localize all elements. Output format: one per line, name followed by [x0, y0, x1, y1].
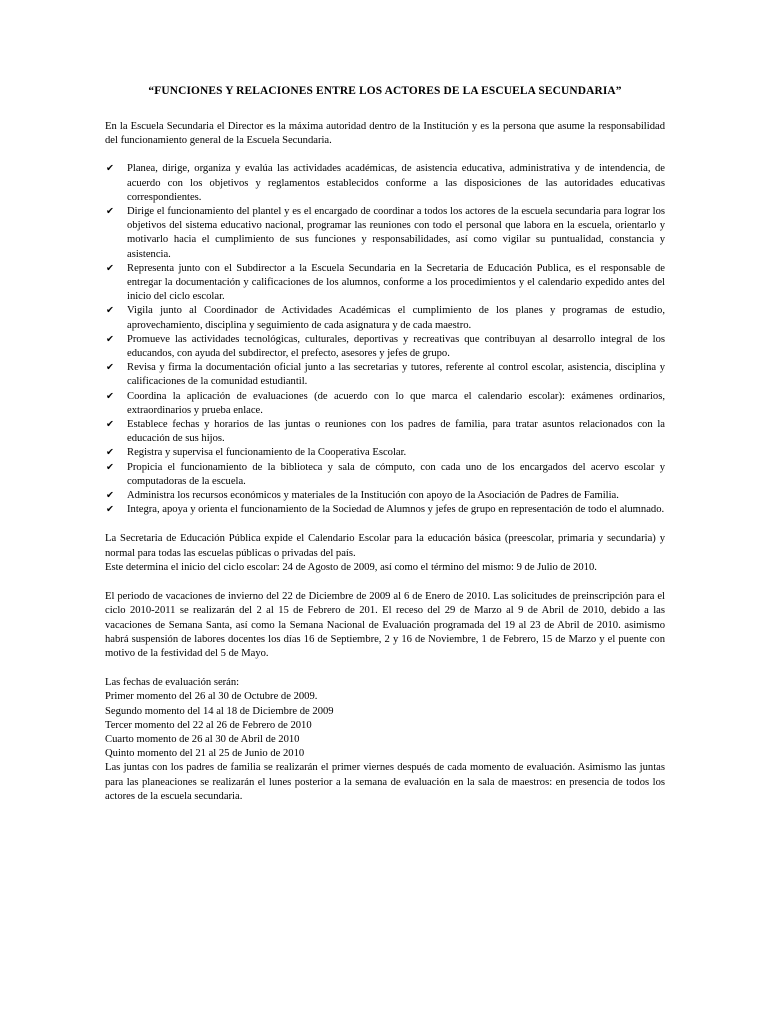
responsibilities-list	[105, 162, 665, 517]
check-mark-icon: ✔	[106, 333, 114, 345]
calendar-section	[105, 532, 665, 575]
list-item-text: Establece fechas y horarios de las juntas o reuniones con los padres de familia, para tratar asuntos relacionados con la educación de sus hijos.	[127, 419, 665, 445]
list-item-text: Coordina la aplicación de evaluaciones (de acuerdo con lo que marca el calendario escolar): exámenes ordinarios, extraordinarios y prueba enlace.	[127, 390, 665, 416]
evaluation-section	[105, 676, 665, 804]
list-item	[105, 446, 665, 460]
list-item	[105, 390, 665, 418]
list-item	[105, 489, 665, 503]
list-item-text: Revisa y firma la documentación oficial junto a las secretarias y tutores, referente al control escolar, asistencia, disciplina y calificaciones de la comunidad estudiantil.	[127, 362, 665, 388]
list-item-text: Propicia el funcionamiento de la biblioteca y sala de cómputo, con cada uno de los encargados del acervo escolar y computadoras de la escuela.	[127, 461, 665, 487]
calendar-paragraph-2: Este determina el inicio del ciclo escolar: 24 de Agosto de 2009, así como el término del mismo: 9 de Julio de 2010.	[105, 561, 597, 573]
check-mark-icon: ✔	[106, 305, 114, 317]
check-mark-icon: ✔	[106, 262, 114, 274]
evaluation-date-line: Primer momento del 26 al 30 de Octubre de 2009.	[105, 691, 318, 703]
document-body	[105, 84, 665, 804]
list-item	[105, 503, 665, 517]
list-item-text: Registra y supervisa el funcionamiento de la Cooperativa Escolar.	[127, 447, 407, 459]
check-mark-icon: ✔	[106, 490, 114, 502]
check-mark-icon: ✔	[106, 447, 114, 459]
list-item-text: Administra los recursos económicos y materiales de la Institución con apoyo de la Asociación de Padres de Familia.	[127, 490, 619, 502]
list-item-text: Vigila junto al Coordinador de Actividades Académicas el cumplimiento de los planes y programas de estudio, aprovechamiento, disciplina y seguimiento de cada asignatura y de cada maestro.	[127, 305, 665, 331]
list-item-text: Promueve las actividades tecnológicas, culturales, deportivas y recreativas que contribuyan al desarrollo integral de los educandos, con ayuda del subdirector, el prefecto, asesores y jefes de grupo.	[127, 333, 665, 360]
evaluation-date-line: Quinto momento del 21 al 25 de Junio de 2010	[105, 748, 305, 760]
list-item-text: Planea, dirige, organiza y evalúa las actividades académicas, de asistencia educativa, administrativa y de intendencia, de acuerdo con los objetivos y reglamentos establecidos conforme a las disposiciones de las autoridades educativas correspondientes.	[127, 163, 665, 203]
list-item	[105, 162, 665, 205]
list-item	[105, 361, 665, 389]
check-mark-icon: ✔	[106, 461, 114, 473]
list-item	[105, 262, 665, 305]
evaluation-date-line: Cuarto momento de 26 al 30 de Abril de 2010	[105, 733, 300, 745]
page-title: “FUNCIONES Y RELACIONES ENTRE LOS ACTORES DE LA ESCUELA SECUNDARIA”	[148, 85, 622, 97]
list-item	[105, 304, 665, 332]
check-mark-icon: ✔	[106, 390, 114, 402]
vacation-section	[105, 590, 665, 661]
list-item-text: Integra, apoya y orienta el funcionamiento de la Sociedad de Alumnos y jefes de grupo en representación de todo el alumnado.	[127, 504, 665, 516]
evaluation-date-line: Segundo momento del 14 al 18 de Diciembre de 2009	[105, 705, 334, 717]
list-item-text: Dirige el funcionamiento del plantel y es el encargado de coordinar a todos los actores de la escuela secundaria para lograr los objetivos del sistema educativo nacional, programar las reuniones con todo el personal que labora en la escuela, orientarlo y motivarlo hacia el cumplimiento de sus funciones y responsabilidades, así como vigilar su puntualidad, constancia y asistencia.	[127, 206, 665, 260]
check-mark-icon: ✔	[106, 362, 114, 374]
check-mark-icon: ✔	[106, 504, 114, 516]
intro-paragraph: En la Escuela Secundaria el Director es la máxima autoridad dentro de la Institución y es la persona que asume la responsabilidad del funcionamiento general de la Escuela Secundaria.	[105, 121, 665, 147]
calendar-paragraph-1: La Secretaria de Educación Pública expide el Calendario Escolar para la educación básica (preescolar, primaria y secundaria) y normal para todas las escuelas públicas o privadas del país.	[105, 533, 665, 559]
check-mark-icon: ✔	[106, 163, 114, 175]
evaluation-date-line: Tercer momento del 22 al 26 de Febrero de 2010	[105, 719, 312, 731]
check-mark-icon: ✔	[106, 419, 114, 431]
list-item	[105, 418, 665, 446]
list-item	[105, 205, 665, 262]
closing-paragraph: Las juntas con los padres de familia se realizarán el primer viernes después de cada momento de evaluación. Asimismo las juntas para las planeaciones se realizarán el lunes posterior a la semana de evaluación en la sala de maestros: en presencia de todos los actores de la escuela secundaria.	[105, 762, 665, 802]
check-mark-icon: ✔	[106, 206, 114, 218]
list-item-text: Representa junto con el Subdirector a la Escuela Secundaria en la Secretaria de Educación Publica, es el responsable de entregar la documentación y calificaciones de los alumnos, conforme a los procedimientos y el calendario expedido antes del inicio del ciclo escolar.	[127, 262, 665, 303]
vacation-paragraph: El periodo de vacaciones de invierno del 22 de Diciembre de 2009 al 6 de Enero de 2010. Las solicitudes de preinscripción para el ciclo 2010-2011 se realizarán del 2 al 15 de Febrero de 201. El receso del 29 de Marzo al 9 de Abril de 2010, debido a las vacaciones de Semana Santa, así como la Semana Nacional de Evaluación programada del 19 al 23 de Abril de 2010. asimismo habrá suspensión de labores docentes los días 16 de Septiembre, 2 y 16 de Noviembre, 1 de Febrero, 15 de Marzo y el puente con motivo de la festividad del 5 de Mayo.	[105, 591, 665, 659]
evaluation-heading: Las fechas de evaluación serán:	[105, 677, 240, 689]
list-item	[105, 461, 665, 489]
list-item	[105, 333, 665, 361]
